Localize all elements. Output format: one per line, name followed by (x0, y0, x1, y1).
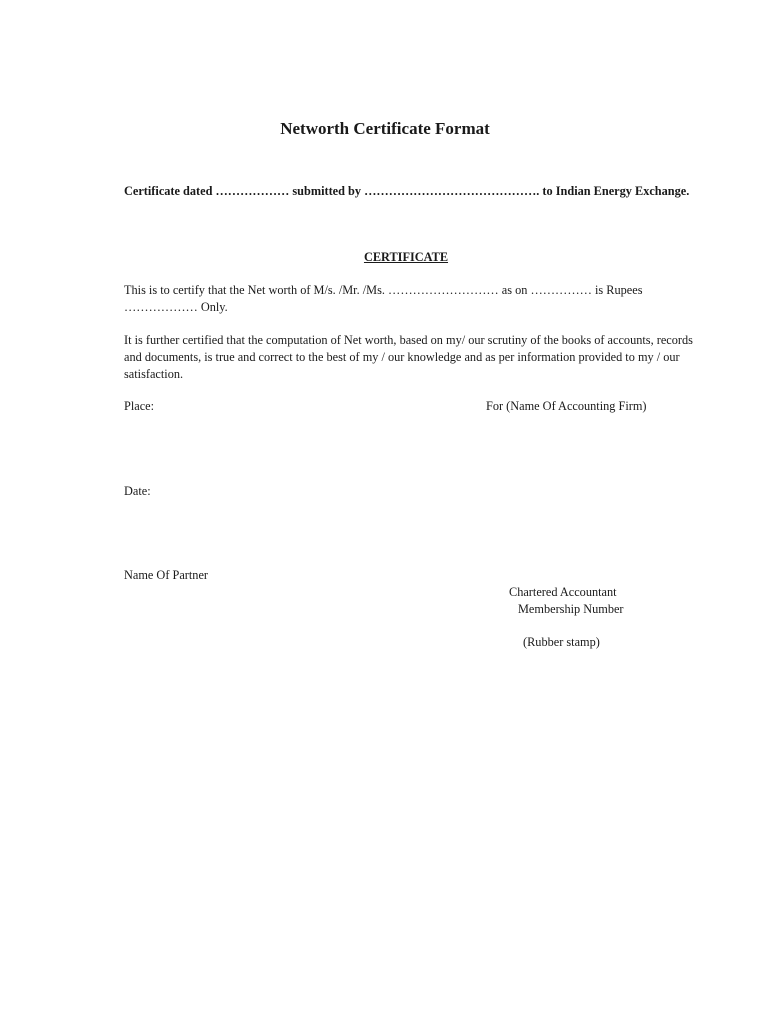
certificate-dated-line: Certificate dated ……………… submitted by ……………………………………. to Indian Energy Exchange. (124, 184, 690, 198)
document-title: Networth Certificate Format (280, 119, 490, 138)
certificate-heading: CERTIFICATE (363, 250, 449, 264)
date-label: Date: (124, 484, 151, 498)
partner-name-label: Name Of Partner (124, 568, 208, 582)
place-label: Place: (124, 399, 155, 413)
rubber-stamp-label: (Rubber stamp) (523, 635, 600, 649)
networth-paragraph: This is to certify that the Net worth of M/s. /Mr. /Ms. ……………………… as on …………… is Rupees ……………… Only. (124, 283, 643, 314)
membership-number-label: Membership Number (518, 602, 624, 616)
computation-paragraph: It is further certified that the computation of Net worth, based on my/ our scrutiny of the books of accounts, records and documents, is true and correct to the best of my / our knowledge and as per information provided to my / our satisfaction. (124, 333, 693, 381)
accounting-firm-label: For (Name Of Accounting Firm) (486, 399, 647, 413)
chartered-accountant-label: Chartered Accountant (509, 585, 617, 599)
